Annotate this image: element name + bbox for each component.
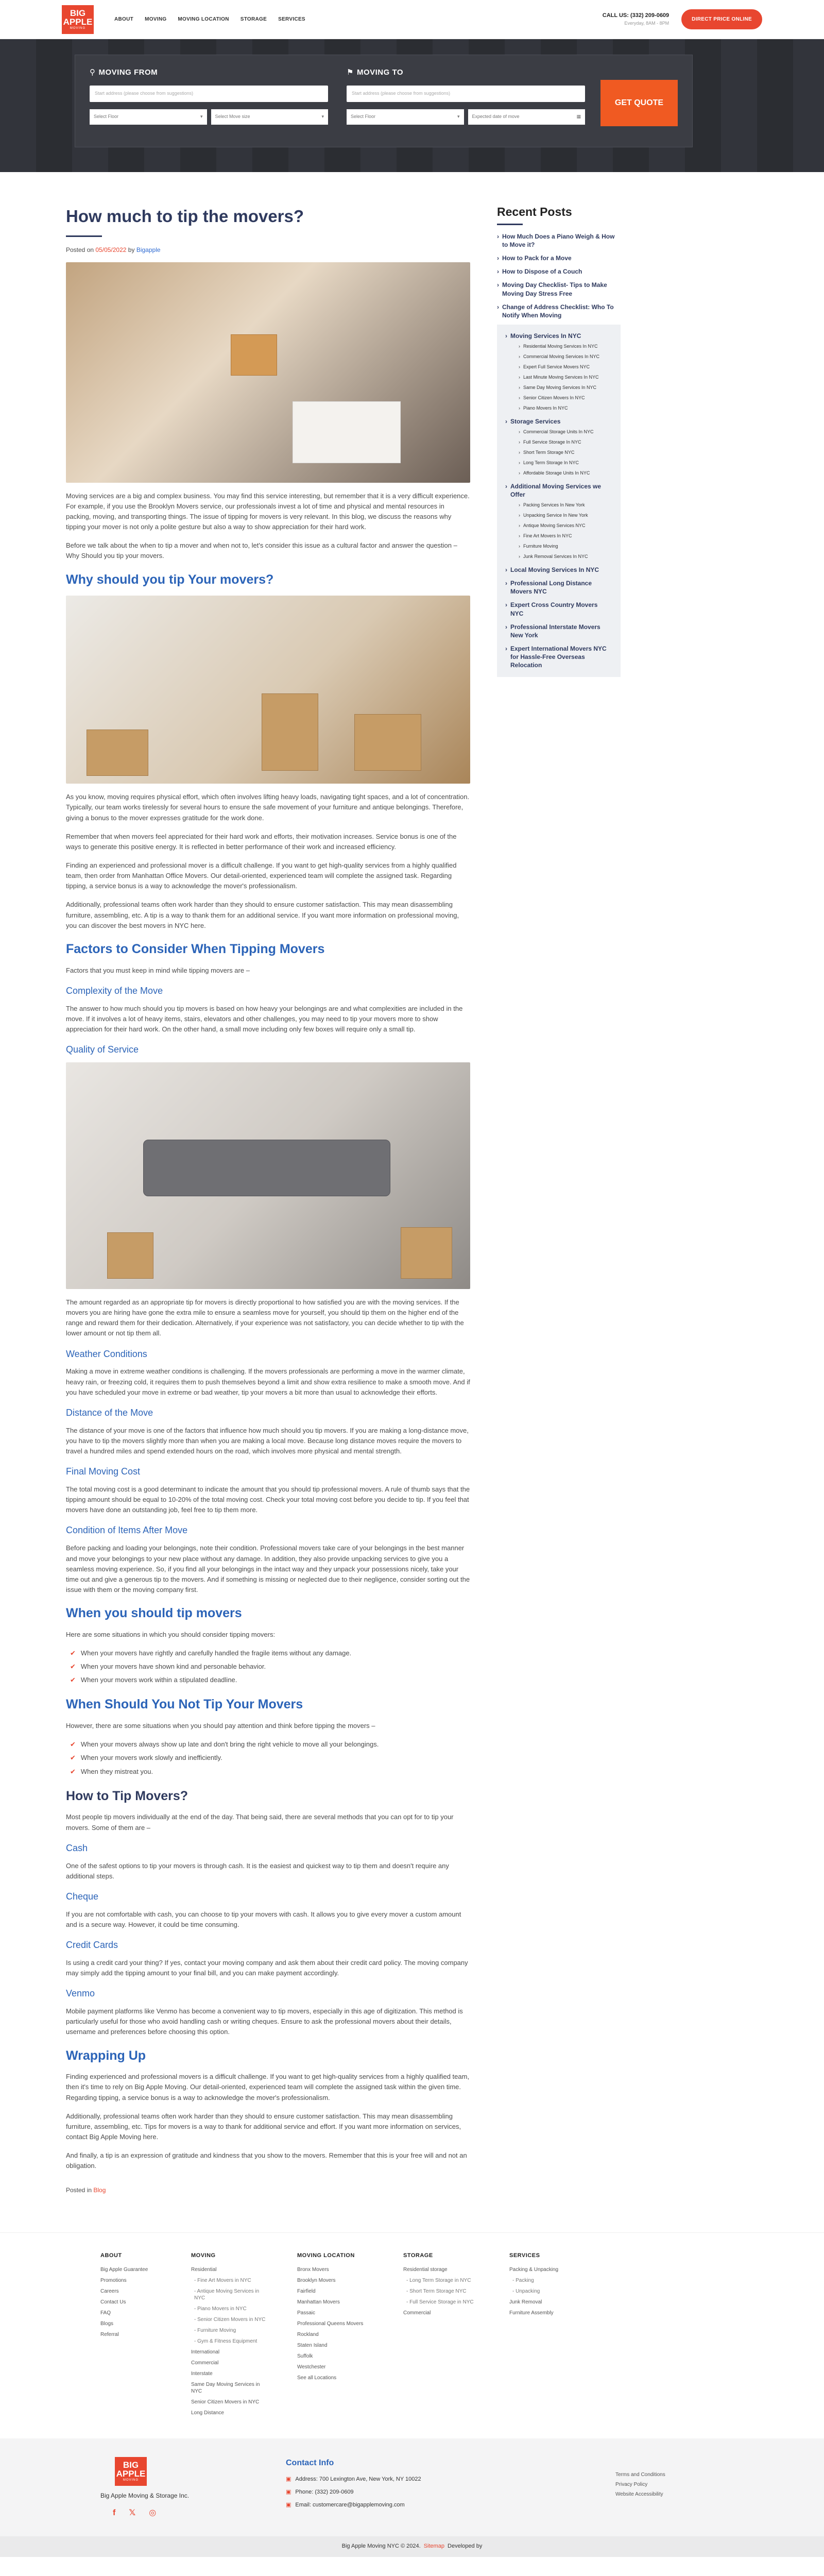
social-links — [100, 2507, 156, 2520]
footer-link[interactable]: - Furniture Moving — [194, 2328, 236, 2334]
copyright-text: Big Apple Moving NYC © 2024. — [341, 2543, 421, 2550]
check-icon: ✔ — [70, 1663, 76, 1671]
services-sub-link[interactable]: › Full Service Storage In NYC — [519, 439, 612, 446]
heading-credit: Credit Cards — [66, 1940, 118, 1951]
chevron-down-icon: ▾ — [200, 114, 203, 120]
heading-venmo: Venmo — [66, 1988, 95, 1999]
footer-link[interactable]: Packing & Unpacking — [509, 2267, 559, 2273]
footer-links — [0, 2232, 824, 2438]
services-sub-link[interactable]: › Long Term Storage In NYC — [519, 460, 612, 467]
check-icon: ✔ — [70, 1740, 76, 1749]
paragraph-12: The total moving cost is a good determinant to indicate the amount that you should tip professional movers. A rule of thumb says that the tipping amount should be equal to 10-20% of the total moving cost. Check your total moving cost before you decide to tip. If you feel that movers have done an outstanding job, feel free to tip them more. — [66, 1485, 470, 1514]
services-sub-link[interactable]: › Fine Art Movers In NYC — [519, 533, 612, 540]
box-shape — [87, 730, 148, 776]
chevron-right-icon: › — [497, 268, 499, 276]
chevron-right-icon: › — [519, 429, 520, 435]
footer-link[interactable]: Commercial — [403, 2310, 431, 2316]
signpost-icon: ⚑ — [347, 68, 354, 77]
services-sub-link[interactable]: › Commercial Storage Units In NYC — [519, 429, 612, 436]
moving-to-group — [347, 66, 585, 135]
chevron-right-icon: › — [519, 502, 520, 508]
services-sub-link[interactable]: › Senior Citizen Movers In NYC — [519, 395, 612, 402]
services-sub-link[interactable]: › Junk Removal Services In NYC — [519, 553, 612, 561]
paragraph-22: Additionally, professional teams often work harder than they should to ensure customer satisfaction. This may mean disassembling furniture, assembling, etc. Tips for movers is a way to thank for additional service and effort. If you want more information on services, contact Big Apple Moving here. — [66, 2112, 461, 2141]
chevron-right-icon: › — [505, 601, 507, 609]
terms-link[interactable]: Terms and Conditions — [615, 2472, 665, 2478]
call-us[interactable] — [603, 11, 669, 27]
footer-link[interactable]: Fairfield — [297, 2289, 316, 2295]
list-item: ✔ When your movers always show up late and don't bring the right vehicle to move all your belongings. — [70, 1739, 470, 1750]
recent-post-link[interactable]: › How Much Does a Piano Weigh & How to Move it? — [497, 232, 615, 248]
heading-quality: Quality of Service — [66, 1044, 139, 1055]
box-shape — [107, 1232, 153, 1279]
paragraph-1: Moving services are a big and complex business. You may find this service interesting, but remember that it is a very difficult experience. For example, if you use the Brooklyn Movers service, our professionals invest a lot of time and physical and mental resources in packing, moving, and transporting things. The issue of tipping for movers is very relevant. In this blog, we discuss the reasons why tipping your mover is not only a polite gesture but also a way to show appreciation for their hard work. — [66, 492, 470, 531]
chevron-right-icon: › — [505, 332, 507, 340]
sidebar — [497, 203, 621, 2195]
paragraph-16: Most people tip movers individually at the end of the day. That being said, there are several methods that you can opt for to tip your movers. Some of them are – — [66, 1813, 454, 1832]
calendar-icon: ▦ — [576, 114, 581, 120]
paragraph-3: As you know, moving requires physical effort, which often involves lifting heavy loads, navigating tight spaces, and a lot of concentration. Typically, our team works tirelessly for several hours to ensure the safe movement of your furniture and antique belongings. Therefore, giving a bonus to the mover expresses gratitude for the work done. — [66, 793, 470, 822]
paragraph-10: Making a move in extreme weather conditions is challenging. If the movers professionals are performing a move in the warmer climate, heavy rain, or freezing cold, it requires them to push themselves beyond a limit and show extra resilience to make a smooth move. And if you have scheduled your move in extreme or bad weather, tip your movers a bit more than usual to acknowledge their efforts. — [66, 1367, 470, 1396]
list-item: ✔ When your movers work within a stipulated deadline. — [70, 1675, 470, 1685]
paragraph-18: If you are not comfortable with cash, you can choose to tip your movers with cash. It allows you to give every mover a custom amount and is a secure way. However, it could be time consuming. — [66, 1910, 461, 1928]
direct-price-button[interactable]: DIRECT PRICE ONLINE — [681, 9, 762, 30]
footer-bottom — [0, 2438, 824, 2536]
contact-address: ▣ Address: 700 Lexington Ave, New York, NY 10022 — [286, 2475, 615, 2484]
legal-links — [615, 2457, 665, 2536]
chevron-down-icon: ▾ — [457, 114, 460, 120]
footer-link[interactable]: Interstate — [191, 2371, 213, 2377]
footer-link[interactable]: Referral — [100, 2332, 119, 2338]
recent-post-link[interactable]: › How to Dispose of a Couch — [497, 268, 582, 276]
footer-link[interactable]: - Gym & Fitness Equipment — [194, 2338, 258, 2345]
footer-link[interactable]: Residential — [191, 2267, 217, 2273]
heading-weather: Weather Conditions — [66, 1348, 147, 1359]
chevron-down-icon: ▾ — [321, 114, 324, 120]
footer-heading: ABOUT — [100, 2252, 122, 2259]
heading-how-to-tip: How to Tip Movers? — [66, 1788, 188, 1803]
sitemap-link[interactable]: Sitemap — [423, 2543, 445, 2550]
heading-factors: Factors to Consider When Tipping Movers — [66, 941, 325, 956]
paragraph-23: And finally, a tip is an expression of gratitude and kindness that you show to the movers. Remember that this is your free will and not an obligation. — [66, 2151, 467, 2170]
recent-post-link[interactable]: › How to Pack for a Move — [497, 255, 572, 262]
chevron-right-icon: › — [519, 460, 520, 465]
footer-col-about — [100, 2251, 162, 2438]
services-sub-link[interactable]: › Unpacking Service In New York — [519, 512, 612, 519]
footer-link[interactable]: Westchester — [297, 2364, 326, 2370]
privacy-link[interactable]: Privacy Policy — [615, 2482, 648, 2488]
developed-by: Developed by — [448, 2543, 483, 2550]
paragraph-15: However, there are some situations when you should pay attention and think before tipping the movers – — [66, 1722, 375, 1730]
sidebar-title: Recent Posts — [497, 205, 572, 218]
paragraph-14: Here are some situations in which you should consider tipping movers: — [66, 1630, 276, 1638]
heading-condition: Condition of Items After Move — [66, 1525, 188, 1536]
services-sub-link[interactable]: › Same Day Moving Services In NYC — [519, 384, 612, 392]
paragraph-20: Mobile payment platforms like Venmo has become a convenient way to tip movers, especially in this age of digitization. This method is particularly useful for those who avoid handling cash or writing cheques. Ensure to ask the professional movers about their details, username and preferences before choosing this option. — [66, 2007, 463, 2036]
chevron-right-icon: › — [519, 543, 520, 549]
footer-link[interactable]: Big Apple Guarantee — [100, 2267, 148, 2273]
nav-storage[interactable]: STORAGE — [240, 16, 267, 22]
footer-link[interactable]: Passaic — [297, 2310, 316, 2316]
facebook-icon[interactable]: f — [113, 2508, 116, 2517]
chevron-right-icon: › — [519, 375, 520, 380]
chevron-right-icon: › — [519, 533, 520, 538]
services-link-local[interactable]: › Local Moving Services In NYC — [505, 566, 599, 573]
footer-link[interactable]: Residential storage — [403, 2267, 448, 2273]
footer-heading: SERVICES — [509, 2252, 540, 2259]
paragraph-4: Remember that when movers feel appreciated for their hard work and efforts, their motivation increases. Service bonus is one of the ways to generate this positive energy. It is reflected in better performance of their work and increased efficiency. — [66, 832, 457, 851]
contact-email[interactable]: ▣ Email: customercare@bigapplemoving.com — [286, 2501, 615, 2510]
twitter-x-icon[interactable]: 𝕏 — [129, 2508, 136, 2517]
heading-when-tip: When you should tip movers — [66, 1606, 242, 1621]
box-shape — [354, 714, 421, 771]
check-icon: ✔ — [70, 1649, 76, 1657]
page-title: How much to tip the movers? — [66, 207, 304, 226]
footer-link[interactable]: Long Distance — [191, 2410, 224, 2416]
footer-link[interactable]: Bronx Movers — [297, 2267, 329, 2273]
footer-logo[interactable]: BIG APPLE MOVING — [115, 2457, 147, 2486]
move-date-input[interactable]: Expected date of move ▦ — [468, 109, 586, 125]
services-link-long-distance[interactable]: › Professional Long Distance Movers NYC — [505, 579, 592, 596]
footer-link[interactable]: Promotions — [100, 2278, 127, 2284]
paragraph-9: The amount regarded as an appropriate tip for movers is directly proportional to how satisfied you are with the moving services. If the movers you are hiring have gone the extra mile to ensure a seamless move for yourself, you should tip them on the higher end of the range and reward them for their dedication. Alternatively, if your experience was not satisfactory, you can decide whether to tip with the lower amount or not tip them all. — [66, 1298, 464, 1337]
services-menu — [497, 325, 621, 677]
services-link-cross-country[interactable]: › Expert Cross Country Movers NYC — [505, 601, 598, 617]
box-shape — [262, 693, 318, 771]
contact-phone[interactable]: ▣ Phone: (332) 209-0609 — [286, 2488, 615, 2497]
nav-moving-location[interactable]: MOVING LOCATION — [178, 16, 229, 22]
heading-when-not-tip: When Should You Not Tip Your Movers — [66, 1697, 303, 1712]
paragraph-17: One of the safest options to tip your movers is through cash. It is the easiest and quickest way to tip them and doesn't require any additional steps. — [66, 1861, 449, 1880]
heading-cost: Final Moving Cost — [66, 1466, 141, 1477]
footer-link[interactable]: Professional Queens Movers — [297, 2321, 364, 2327]
heading-distance: Distance of the Move — [66, 1407, 153, 1418]
footer-col-services — [509, 2251, 587, 2438]
paragraph-21: Finding experienced and professional movers is a difficult challenge. If you want to get high-quality services from a highly qualified team, then it's time to rely on Big Apple Moving. Our detail-oriented, experienced team will complete the assigned task within the given time. Regarding tipping, a service bonus is a way to acknowledge the mover's professionalism. — [66, 2073, 470, 2102]
services-sub-link[interactable]: › Commercial Moving Services In NYC — [519, 353, 612, 361]
footer-link[interactable]: See all Locations — [297, 2375, 337, 2381]
post-meta: Posted on 05/05/2022 by Bigapple — [66, 246, 161, 254]
move-size-select[interactable]: Select Move size ▾ — [211, 109, 329, 125]
chevron-right-icon: › — [519, 449, 520, 455]
chevron-right-icon: › — [519, 523, 520, 529]
footer-heading: STORAGE — [403, 2252, 433, 2259]
heading-wrapping-up: Wrapping Up — [66, 2048, 146, 2063]
chevron-right-icon: › — [519, 395, 520, 401]
footer-link[interactable]: - Unpacking — [512, 2289, 540, 2295]
list-item: ✔ When your movers have shown kind and personable behavior. — [70, 1662, 470, 1672]
footer-link[interactable]: Blogs — [100, 2321, 114, 2327]
footer-link[interactable]: - Piano Movers in NYC — [194, 2306, 247, 2312]
list-item: ✔ When your movers have rightly and carefully handled the fragile items without any damage. — [70, 1648, 470, 1658]
movers-boxes-image — [66, 596, 470, 784]
footer-link[interactable]: Staten Island — [297, 2343, 328, 2349]
heading-cash: Cash — [66, 1842, 88, 1853]
header-right — [603, 9, 762, 30]
recent-post-link[interactable]: › Change of Address Checklist: Who To Notify When Moving — [497, 303, 614, 319]
heading-why-tip: Why should you tip Your movers? — [66, 572, 274, 587]
footer-link[interactable]: Manhattan Movers — [297, 2299, 340, 2306]
when-not-tip-list — [70, 1739, 470, 1776]
chevron-right-icon: › — [505, 579, 507, 587]
footer-link[interactable]: Suffolk — [297, 2353, 313, 2360]
footer-link[interactable]: Brooklyn Movers — [297, 2278, 336, 2284]
services-link-international[interactable]: › Expert International Movers NYC for Hassle-Free Overseas Relocation — [505, 645, 607, 669]
moving-from-label: ⚲ MOVING FROM — [90, 66, 328, 78]
footer-link[interactable]: Commercial — [191, 2360, 219, 2366]
from-address-input[interactable]: Start address (please choose from suggestions) — [90, 86, 328, 102]
check-icon: ✔ — [70, 1676, 76, 1684]
footer-link[interactable]: International — [191, 2349, 220, 2355]
logo-bottom: APPLE — [63, 16, 93, 27]
services-sub-link[interactable]: › Packing Services In New York — [519, 502, 612, 509]
mail-icon: ▣ — [286, 2501, 291, 2508]
services-group-storage[interactable]: › Storage Services — [505, 417, 561, 425]
chevron-right-icon: › — [497, 303, 499, 311]
services-sub-link[interactable]: › Last Minute Moving Services In NYC — [519, 374, 612, 381]
footer-heading: MOVING LOCATION — [297, 2252, 355, 2259]
footer-heading: MOVING — [191, 2252, 216, 2259]
quote-hero — [0, 39, 824, 172]
site-logo[interactable] — [62, 5, 94, 34]
footer-link[interactable]: Careers — [100, 2289, 119, 2295]
footer-link[interactable]: Same Day Moving Services in NYC — [191, 2382, 260, 2395]
box-shape — [401, 1227, 452, 1279]
to-floor-select[interactable]: Select Floor ▾ — [347, 109, 464, 125]
footer-link[interactable]: - Full Service Storage in NYC — [406, 2299, 474, 2306]
services-group-additional[interactable]: › Additional Moving Services we Offer — [505, 482, 602, 498]
chevron-right-icon: › — [505, 623, 507, 631]
hero-image-house-keys — [66, 262, 470, 483]
site-header — [0, 0, 824, 39]
list-item: ✔ When they mistreat you. — [70, 1767, 470, 1777]
posted-in: Posted in Blog — [66, 2187, 106, 2194]
get-quote-button[interactable]: GET QUOTE — [600, 80, 678, 126]
footer-link[interactable]: - Long Term Storage in NYC — [406, 2278, 471, 2284]
chevron-right-icon: › — [519, 553, 520, 559]
from-floor-select[interactable]: Select Floor ▾ — [90, 109, 207, 125]
footer-link[interactable]: Contact Us — [100, 2299, 126, 2306]
footer-link[interactable]: FAQ — [100, 2310, 111, 2316]
document-shape — [293, 401, 401, 463]
chevron-right-icon: › — [519, 364, 520, 370]
services-sub-link[interactable]: › Furniture Moving — [519, 543, 612, 550]
sidebar-underline — [497, 224, 523, 225]
location-pin-icon: ⚲ — [90, 68, 96, 77]
services-sub-link[interactable]: › Piano Movers In NYC — [519, 405, 612, 412]
chevron-right-icon: › — [497, 281, 499, 289]
post-date-link[interactable]: 05/05/2022 — [95, 246, 127, 254]
footer-link[interactable]: - Short Term Storage NYC — [406, 2289, 467, 2295]
to-address-input[interactable]: Start address (please choose from suggestions) — [347, 86, 585, 102]
article — [66, 203, 470, 2195]
footer-link[interactable]: Rockland — [297, 2332, 319, 2338]
chevron-right-icon: › — [519, 405, 520, 411]
paragraph-19: Is using a credit card your thing? If yes, contact your moving company and ask them about their credit card policy. The moving company may simply add the tipping amount to your final bill, and you can make payment accordingly. — [66, 1958, 468, 1977]
paragraph-8: The answer to how much should you tip movers is based on how heavy your belongings are and what complexities are included in the move. If it involves a lot of heavy items, stairs, elevators and other challenges, you may need to tip your movers more to show appreciation for their hard work. On the other hand, a small move including only few boxes will require only a small tip. — [66, 1004, 463, 1033]
heading-cheque: Cheque — [66, 1891, 99, 1902]
call-number[interactable]: CALL US: (332) 209-0609 — [602, 12, 670, 19]
services-sub-link[interactable]: › Short Term Storage NYC — [519, 449, 612, 456]
paragraph-2: Before we talk about the when to tip a mover and when not to, let's consider this issue as a cultural factor and answer the question – Why Should you tip your movers. — [66, 541, 457, 560]
chevron-right-icon: › — [505, 482, 507, 490]
paragraph-13: Before packing and loading your belongings, note their condition. Professional movers take care of your belongings in the best manner and move your belongings to your new place without any damage. In addition, they also provide unpacking services to give you a seamless moving experience. So, if you find all your belongings in the intact way and they unpack your possessions nicely, take your time out and give a generous tip to the movers. And if something is missing or neglected due to their negligence, consider sorting out the issue with them or the moving company first. — [66, 1544, 470, 1594]
chevron-right-icon: › — [519, 385, 520, 391]
footer-col-storage — [403, 2251, 480, 2438]
paragraph-6: Additionally, professional teams often work harder than they should to ensure customer satisfaction. This may mean disassembling furniture, assembling, etc. A tip is a way to thank them for an additional service. If you want more information on professional moving, you can discover the best movers in NYC here. — [66, 901, 459, 929]
services-group-moving[interactable]: › Moving Services In NYC — [505, 332, 581, 340]
services-sub-link[interactable]: › Affordable Storage Units In NYC — [519, 470, 612, 477]
chevron-right-icon: › — [497, 232, 499, 240]
footer-link[interactable]: Senior Citizen Movers in NYC — [191, 2399, 260, 2405]
couch-shape — [143, 1140, 390, 1196]
heading-complexity: Complexity of the Move — [66, 985, 163, 996]
footer-link[interactable]: Junk Removal — [509, 2299, 542, 2306]
footer-link[interactable]: - Antique Moving Services in NYC — [194, 2289, 260, 2301]
chevron-right-icon: › — [519, 344, 520, 349]
main-nav — [114, 15, 305, 24]
contact-info — [286, 2457, 615, 2536]
author-link[interactable]: Bigapple — [136, 246, 161, 254]
chevron-right-icon: › — [505, 566, 507, 573]
when-tip-list — [70, 1648, 470, 1685]
footer-link[interactable]: - Fine Art Movers in NYC — [194, 2278, 251, 2284]
paragraph-11: The distance of your move is one of the factors that influence how much should you tip movers. If you are making a long-distance move, you have to tip the movers slightly more than when you are making a local move. Because long distance moves require the movers to travel a hundred miles and spend extended hours on the road, which involves more physical and mental strength. — [66, 1426, 469, 1455]
footer-col-moving — [191, 2251, 268, 2438]
footer-company-name: Big Apple Moving & Storage Inc. — [100, 2492, 190, 2500]
map-pin-icon: ▣ — [286, 2476, 291, 2482]
footer-brand — [100, 2457, 286, 2536]
footer-link[interactable]: Furniture Assembly — [509, 2310, 554, 2316]
chevron-right-icon: › — [519, 470, 520, 476]
check-icon: ✔ — [70, 1754, 76, 1762]
title-underline — [66, 235, 102, 237]
nav-about[interactable]: ABOUT — [114, 16, 134, 22]
services-sub-link[interactable]: › Antique Moving Services NYC — [519, 522, 612, 530]
copyright-bar — [0, 2536, 824, 2557]
logo-tag: MOVING — [70, 26, 86, 30]
house-model-shape — [231, 334, 277, 376]
chevron-right-icon: › — [519, 439, 520, 445]
call-hours: Everyday, 8AM - 8PM — [624, 21, 670, 26]
chevron-right-icon: › — [505, 417, 507, 425]
moving-from-group — [90, 66, 328, 135]
chevron-right-icon: › — [505, 645, 507, 653]
quote-form — [75, 55, 693, 147]
chevron-right-icon: › — [497, 255, 499, 262]
paragraph-7: Factors that you must keep in mind while tipping movers are – — [66, 966, 250, 974]
contact-title: Contact Info — [286, 2459, 334, 2468]
logo-top: BIG — [70, 8, 86, 18]
chevron-right-icon: › — [519, 513, 520, 518]
movers-couch-image — [66, 1062, 470, 1289]
paragraph-5: Finding an experienced and professional mover is a difficult challenge. If you want to get high-quality services from a highly qualified team, then order from Manhattan Office Movers. Our detail-oriented, experienced team will complete the assigned task. Regarding tipping, a service bonus is a way to acknowledge the mover's professionalism. — [66, 861, 457, 890]
phone-icon: ▣ — [286, 2488, 291, 2495]
services-sub-link[interactable]: › Expert Full Service Movers NYC — [519, 364, 612, 371]
moving-to-label: ⚑ MOVING TO — [347, 66, 585, 78]
category-link[interactable]: Blog — [93, 2187, 106, 2194]
nav-services[interactable]: SERVICES — [278, 16, 305, 22]
footer-link[interactable]: - Packing — [512, 2278, 534, 2284]
services-sub-link[interactable]: › Residential Moving Services In NYC — [519, 343, 612, 350]
instagram-icon[interactable]: ◎ — [149, 2508, 157, 2517]
accessibility-link[interactable]: Website Accessibility — [615, 2492, 663, 2498]
chevron-right-icon: › — [519, 354, 520, 360]
footer-link[interactable]: - Senior Citizen Movers in NYC — [194, 2317, 266, 2323]
nav-moving[interactable]: MOVING — [145, 16, 167, 22]
list-item: ✔ When your movers work slowly and inefficiently. — [70, 1753, 470, 1763]
check-icon: ✔ — [70, 1767, 76, 1775]
recent-post-link[interactable]: › Moving Day Checklist- Tips to Make Moving Day Stress Free — [497, 281, 607, 297]
services-link-interstate[interactable]: › Professional Interstate Movers New York — [505, 623, 600, 639]
footer-col-location — [297, 2251, 374, 2438]
